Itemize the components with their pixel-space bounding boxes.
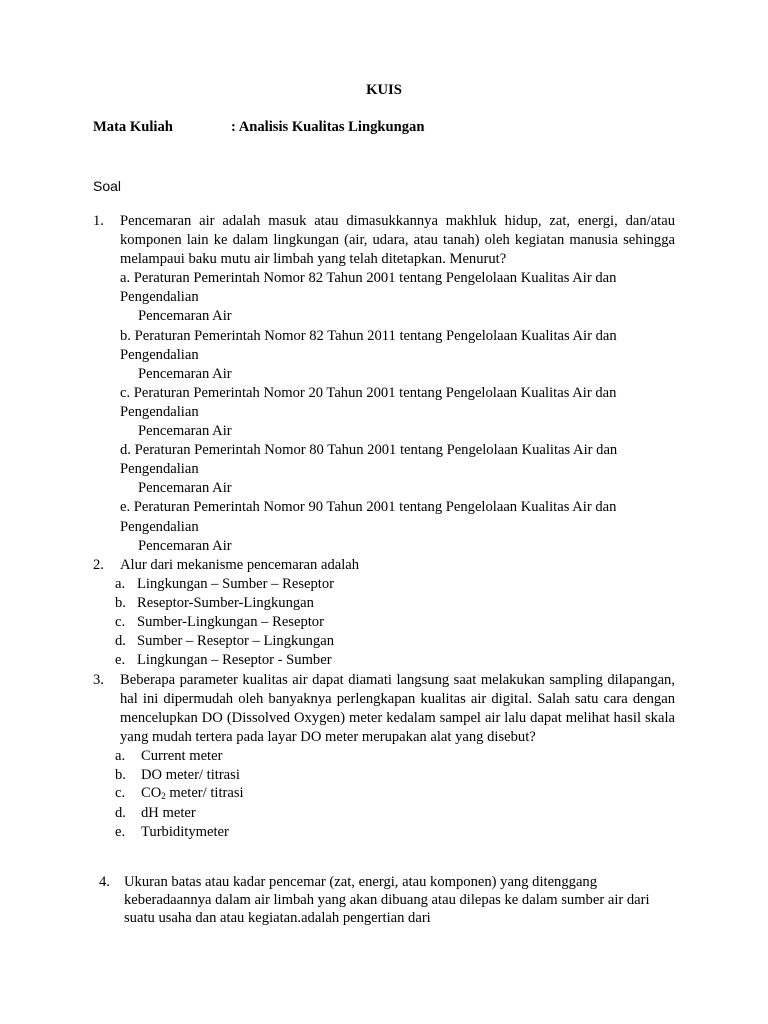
question-number: 2. [93, 557, 104, 573]
option-text: a. Peraturan Pemerintah Nomor 82 Tahun 2001 tentang Pengelolaan Kualitas Air dan [120, 270, 617, 287]
option-letter: d. [115, 633, 126, 650]
option-letter: d. [115, 804, 126, 821]
subscript: 2 [161, 790, 166, 801]
question-4 [93, 873, 675, 927]
page-title: KUIS [366, 82, 402, 98]
answer-option [120, 498, 675, 555]
option-text-cont: Pengendalian [120, 346, 199, 363]
question-1 [93, 212, 675, 556]
answer-option [120, 269, 675, 326]
answer-option [120, 384, 675, 441]
option-text: CO [141, 784, 162, 801]
question-number: 3. [93, 672, 104, 688]
option-text-cont: Pengendalian [120, 403, 199, 420]
option-text-indent: Pencemaran Air [138, 308, 232, 325]
question-stem: Alur dari mekanisme pencemaran adalah [120, 557, 360, 573]
answer-option [120, 327, 675, 384]
course-line [93, 119, 424, 136]
option-text: Turbiditymeter [141, 823, 229, 840]
answer-option [115, 747, 675, 766]
course-label: Mata Kuliah [93, 119, 173, 135]
option-letter: e. [115, 652, 126, 669]
option-text: Lingkungan – Sumber – Reseptor [137, 576, 334, 593]
option-letter: c. [115, 614, 126, 631]
answer-option [115, 575, 675, 594]
option-letter: b. [115, 767, 126, 784]
answer-option [115, 804, 675, 823]
answer-option [115, 613, 675, 632]
option-text: Reseptor-Sumber-Lingkungan [137, 595, 314, 612]
option-letter: a. [115, 576, 126, 593]
option-letter: a. [115, 748, 126, 765]
answer-option [115, 632, 675, 651]
question-number: 1. [93, 213, 104, 229]
question-2 [93, 556, 675, 671]
answer-option [115, 594, 675, 613]
answer-option [115, 786, 675, 804]
option-text: Sumber – Reseptor – Lingkungan [137, 633, 334, 650]
question-stem: Ukuran batas atau kadar pencemar (zat, energi, atau komponen) yang ditenggang keberadaannya dalam air limbah yang akan dibuang atau dilepas ke dalam sumber air dari suatu usaha dan atau kegiatan.adalah pengertian dari [124, 874, 650, 926]
option-text: c. Peraturan Pemerintah Nomor 20 Tahun 2001 tentang Pengelolaan Kualitas Air dan [120, 384, 617, 401]
course-value: : Analisis Kualitas Lingkungan [231, 119, 425, 135]
question-stem: Pencemaran air adalah masuk atau dimasukkannya makhluk hidup, zat, energi, dan/atau komponen lain ke dalam lingkungan (air, udara, atau tanah) oleh kegiatan manusia sehingga melampaui baku mutu air limbah yang telah ditetapkan. Menurut? [120, 213, 675, 268]
option-text: dH meter [141, 804, 196, 821]
answer-option [115, 766, 675, 785]
option-text-cont: Pengendalian [120, 289, 199, 306]
option-text-indent: Pencemaran Air [138, 537, 232, 554]
option-text: e. Peraturan Pemerintah Nomor 90 Tahun 2001 tentang Pengelolaan Kualitas Air dan [120, 499, 617, 516]
question-number: 4. [99, 874, 110, 890]
option-text-rest: meter/ titrasi [165, 784, 244, 801]
option-text-indent: Pencemaran Air [138, 423, 232, 440]
option-text: Sumber-Lingkungan – Reseptor [137, 614, 324, 631]
option-letter: e. [115, 823, 126, 840]
option-letter: c. [115, 784, 126, 801]
answer-option [115, 823, 675, 842]
option-letter: b. [115, 595, 126, 612]
question-stem: Beberapa parameter kualitas air dapat diamati langsung saat melakukan sampling dilapangan, hal ini dipermudah oleh banyaknya perlengkapan kualitas air digital. Salah satu cara dengan mencelupkan DO (Dissolved Oxygen) meter kedalam sampel air lalu dapat melihat hasil skala yang mudah tertera pada layar DO meter merupakan alat yang disebut? [120, 672, 675, 746]
option-text-cont: Pengendalian [120, 518, 199, 535]
answer-option [115, 651, 675, 670]
option-text: b. Peraturan Pemerintah Nomor 82 Tahun 2011 tentang Pengelolaan Kualitas Air dan [120, 327, 617, 344]
answer-option [120, 441, 675, 498]
option-text: DO meter/ titrasi [141, 767, 240, 784]
question-3 [93, 671, 675, 842]
option-text: d. Peraturan Pemerintah Nomor 80 Tahun 2001 tentang Pengelolaan Kualitas Air dan [120, 442, 618, 459]
option-text-indent: Pencemaran Air [138, 365, 232, 382]
option-text-cont: Pengendalian [120, 461, 199, 478]
section-heading: Soal [93, 178, 122, 194]
option-text: Lingkungan – Reseptor - Sumber [137, 652, 332, 669]
option-text: Current meter [141, 748, 223, 765]
option-text-indent: Pencemaran Air [138, 480, 232, 497]
